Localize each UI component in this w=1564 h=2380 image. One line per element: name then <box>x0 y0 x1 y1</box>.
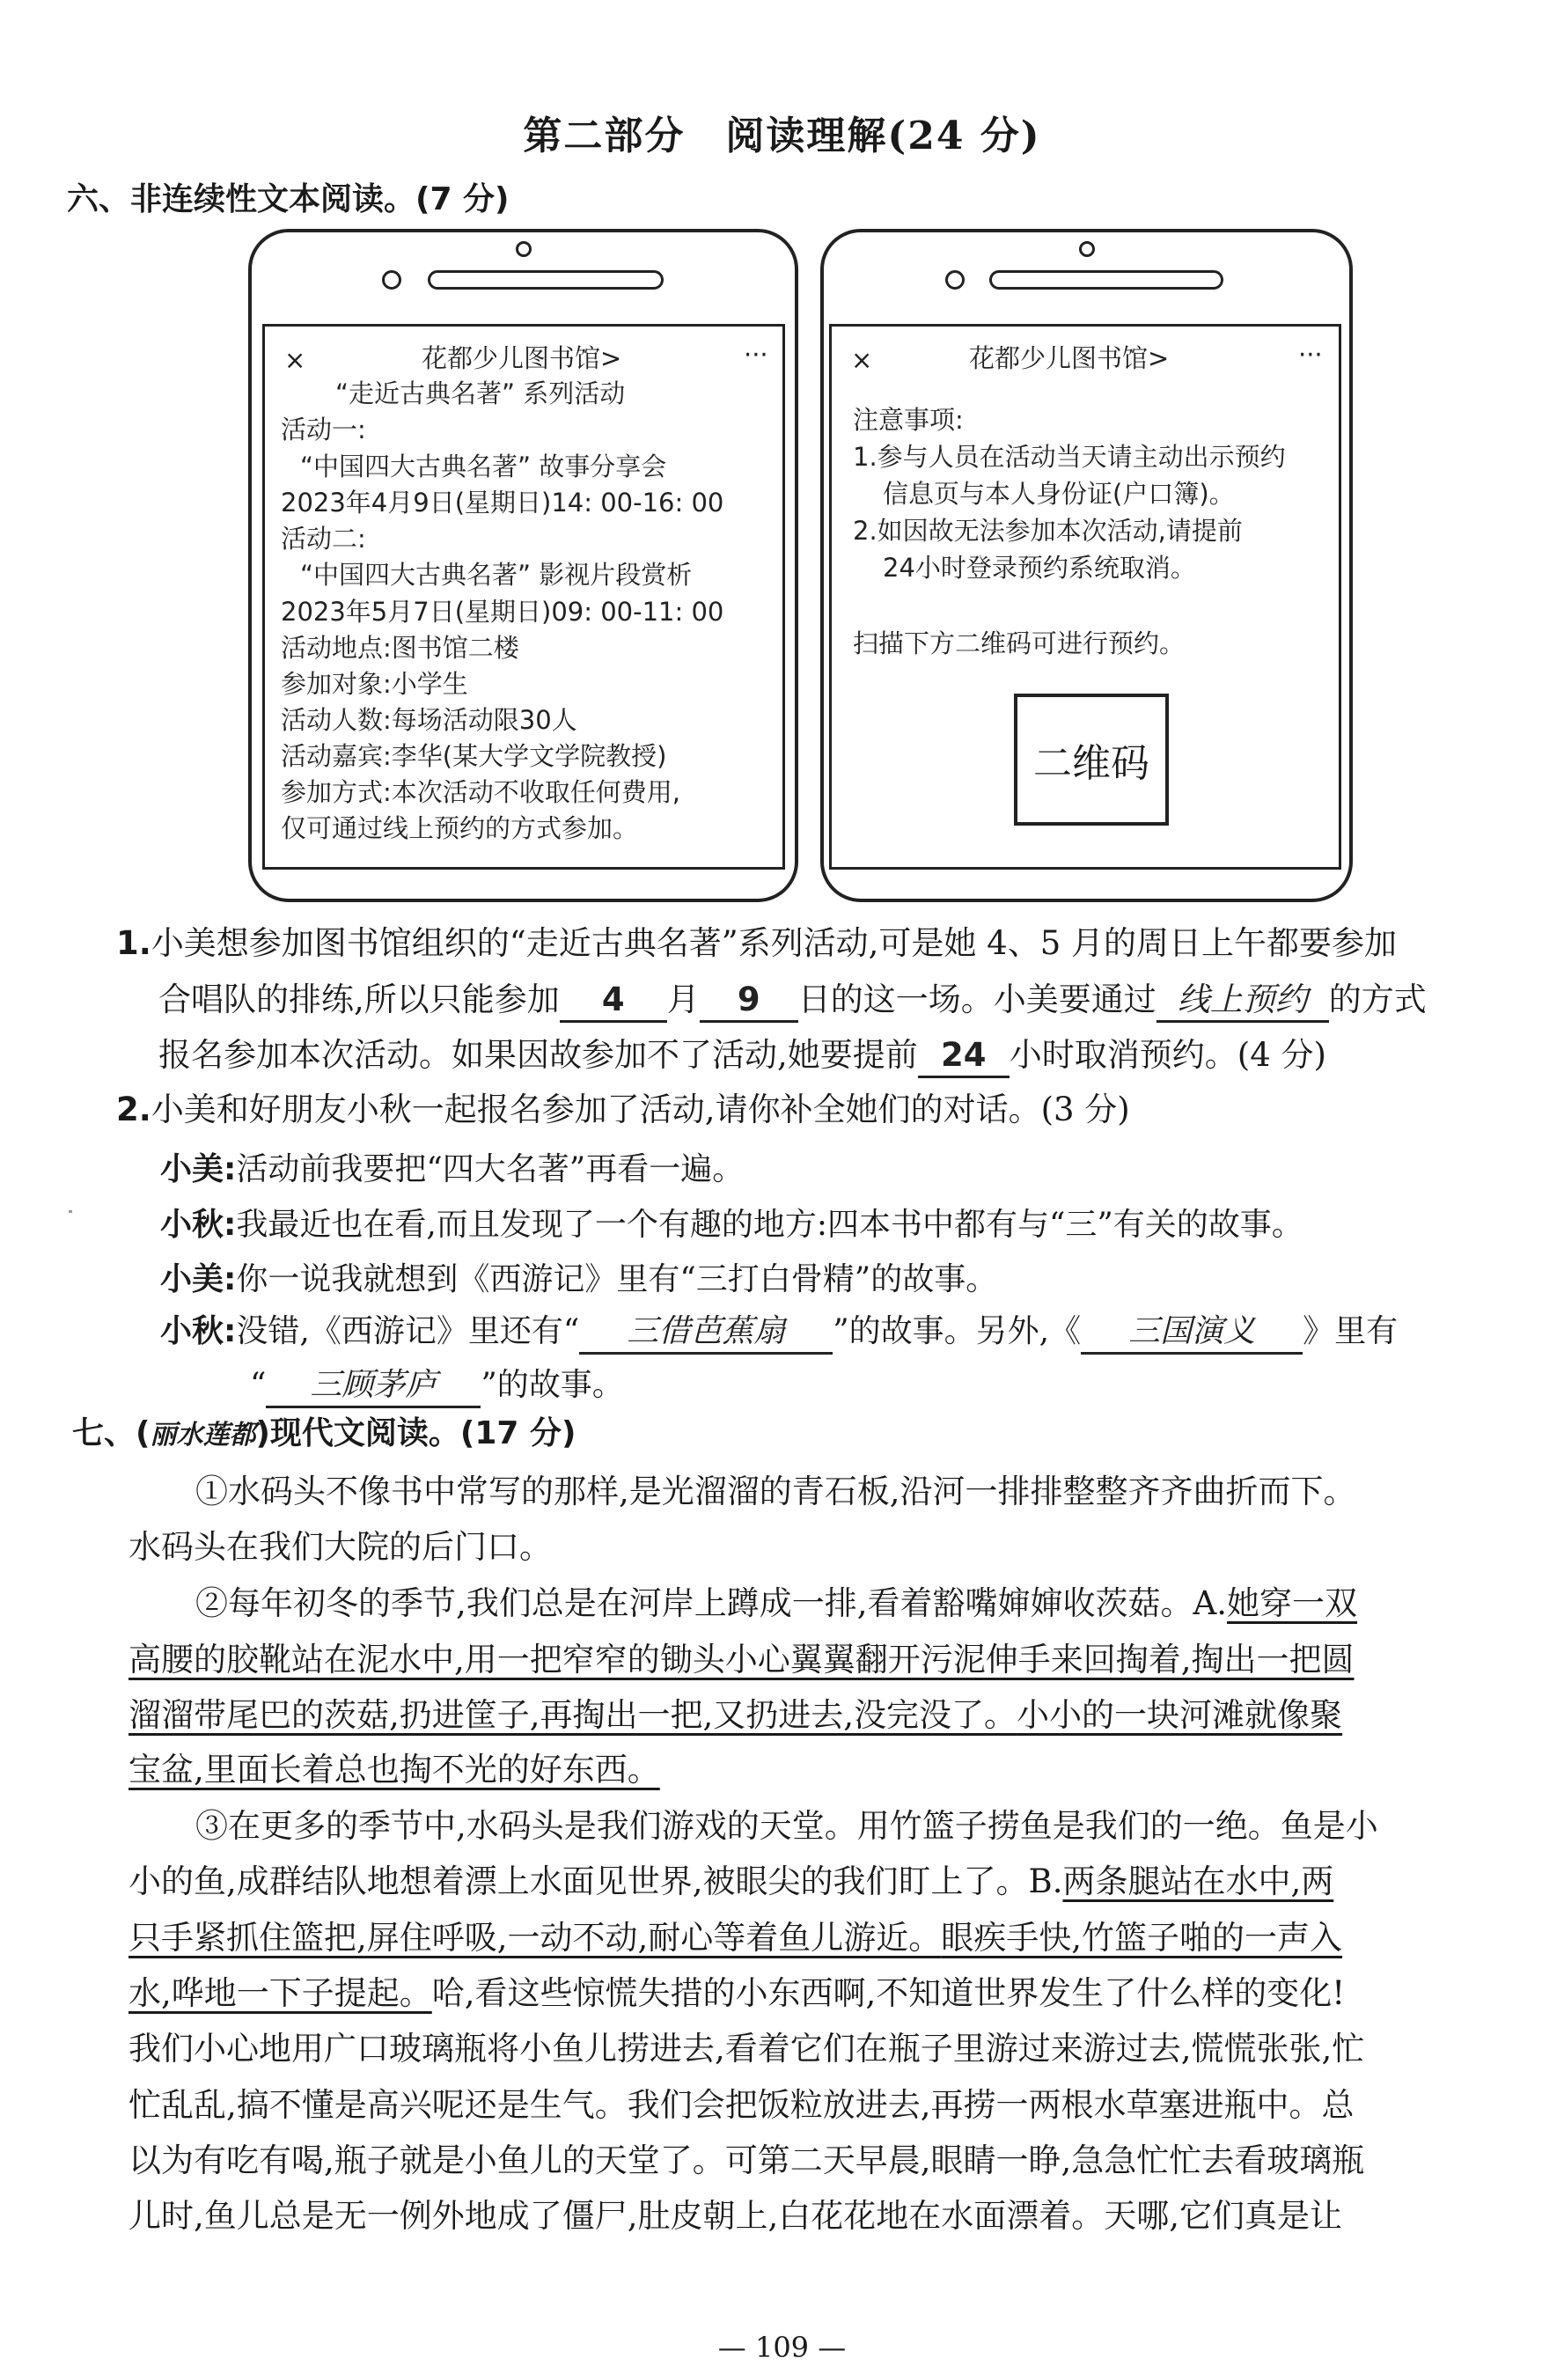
underlined-sentence: 眼疾手快,竹篮子啪的一声入 <box>941 1919 1343 1957</box>
answer-hours: 24 <box>918 1035 1010 1078</box>
underlined-sentence-b: 两条腿站在水中,两 <box>1062 1862 1334 1900</box>
passage-line: 我们小心地用广口玻璃瓶将小鱼儿捞进去,看着它们在瓶子里游过来游过去,慌慌张张,忙 <box>128 2030 1365 2068</box>
heading-text: 七、( <box>72 1415 151 1451</box>
heading-text: )现代文阅读。(17 分) <box>255 1415 576 1451</box>
passage-text: ②每年初冬的季节,我们总是在河岸上蹲成一排,看着豁嘴婶婶收茨菇。A. <box>195 1584 1228 1622</box>
phone1-line: 2023年5月7日(星期日)09: 00-11: 00 <box>281 597 724 627</box>
dialogue-text: 没错,《西游记》里还有“ <box>236 1313 580 1349</box>
question-text: 合唱队的排练,所以只能参加 <box>158 981 560 1018</box>
passage-line: ①水码头不像书中常写的那样,是光溜溜的青石板,沿河一排排整整齐齐曲折而下。 <box>195 1473 1356 1510</box>
underlined-sentence: 水,哗地一下子提起。 <box>128 1974 432 2012</box>
dialogue-text: 活动前我要把“四大名著”再看一遍。 <box>236 1151 745 1187</box>
speaker-label: 小美: <box>160 1151 237 1187</box>
phone1-line: 活动嘉宾:李华(某大学文学院教授) <box>281 741 667 771</box>
phone2-sensor-icon <box>945 270 965 290</box>
phone2-screen-title: 花都少儿图书馆> <box>969 343 1170 373</box>
more-icon: ··· <box>1298 340 1323 370</box>
passage-line <box>128 1689 1342 1742</box>
phone1-line: “走近古典名著” 系列活动 <box>335 378 626 408</box>
question-text: 小美和好朋友小秋一起报名参加了活动,请你补全她们的对话。(3 分) <box>151 1091 1130 1128</box>
question-2-line <box>116 1083 1130 1137</box>
phone1-line: 活动二: <box>281 524 366 554</box>
scan-mark <box>69 1210 72 1213</box>
phone1-screen <box>262 324 785 870</box>
phone2-line: 信息页与本人身份证(户口簿)。 <box>883 479 1235 509</box>
passage-text: 哈,看这些惊慌失措的小东西啊,不知道世界发生了什么样的变化! <box>431 1974 1346 2012</box>
answer-book: 三国演义 <box>1081 1311 1303 1355</box>
more-icon: ··· <box>744 340 768 370</box>
phone2-line: 2.如因故无法参加本次活动,请提前 <box>853 516 1243 546</box>
phone2-speaker-icon <box>989 270 1223 290</box>
phone2-line: 24小时登录预约系统取消。 <box>883 553 1196 583</box>
question-text: 小美想参加图书馆组织的“走近古典名著”系列活动,可是她 4、5 月的周日上午都要参加 <box>151 924 1398 962</box>
question-1-line-3 <box>158 1028 1326 1083</box>
speaker-label: 小秋: <box>160 1313 237 1349</box>
dialogue-text: ”的故事。另外,《 <box>833 1313 1082 1349</box>
answer-day: 9 <box>700 980 798 1023</box>
question-text: 日的这一场。小美要通过 <box>797 981 1156 1018</box>
dialogue-text: ”的故事。 <box>481 1367 624 1403</box>
phone1-line: 活动地点:图书馆二楼 <box>281 633 519 663</box>
passage-line: 忙乱乱,搞不懂是高兴呢还是生气。我们会把饭粒放进去,再捞一两根水草塞进瓶中。总 <box>128 2086 1355 2124</box>
speaker-label: 小秋: <box>160 1207 237 1243</box>
underlined-sentence-a: 溜溜带尾巴的茨菇,扔进筐子,再掏出一把,又扔进去,没完没了。 <box>128 1696 1017 1734</box>
phone1-line: 活动人数:每场活动限30人 <box>281 705 577 735</box>
phone2-line: 1.参与人员在活动当天请主动出示预约 <box>853 442 1286 472</box>
question-1-line-1 <box>116 916 1397 971</box>
passage-line <box>128 1967 1345 2020</box>
underlined-sentence-b: 只手紧抓住篮把,屏住呼吸,一动不动,耐心等着鱼儿游近。 <box>128 1919 942 1957</box>
phone2-line: 注意事项: <box>853 405 964 435</box>
dialogue-line <box>160 1144 744 1189</box>
passage-line: 水码头在我们大院的后门口。 <box>128 1528 552 1566</box>
passage-line <box>128 1912 1342 1965</box>
dialogue-text: 》里有 <box>1303 1313 1399 1349</box>
answer-way: 线上预约 <box>1156 980 1329 1023</box>
speaker-label: 小美: <box>160 1261 237 1297</box>
phone2-line: 扫描下方二维码可进行预约。 <box>853 628 1186 658</box>
dialogue-line <box>160 1200 1303 1245</box>
answer-story-2: 三顾茅庐 <box>266 1365 481 1408</box>
dialogue-line <box>250 1360 624 1408</box>
question-text: 小时取消预约。(4 分) <box>1009 1036 1326 1074</box>
passage-line <box>195 1577 1357 1630</box>
heading-source: 丽水莲都 <box>150 1420 256 1451</box>
phone1-line: “中国四大古典名著” 影视片段赏析 <box>300 560 693 590</box>
phone1-camera-icon <box>516 241 532 257</box>
phone1-sensor-icon <box>382 270 401 290</box>
page-number: — 109 — <box>717 2331 847 2364</box>
question-text: 报名参加本次活动。如果因故参加不了活动,她要提前 <box>158 1036 918 1074</box>
phone1-line: “中国四大古典名著” 故事分享会 <box>300 452 667 481</box>
underlined-sentence-a: 高腰的胶靴站在泥水中,用一把窄窄的锄头小心翼翼翻开污泥伸手来回掏着,掏出一把圆 <box>128 1641 1355 1678</box>
answer-month: 4 <box>560 980 667 1023</box>
phone1-line: 参加方式:本次活动不收取任何费用, <box>281 777 680 807</box>
passage-text: 小的鱼,成群结队地想着漂上水面见世界,被眼尖的我们盯上了。B. <box>128 1862 1063 1900</box>
phone2-camera-icon <box>1079 241 1095 257</box>
question-number: 1. <box>116 924 151 962</box>
underlined-sentence-a: 她穿一双 <box>1227 1584 1358 1622</box>
close-icon: × <box>284 345 306 375</box>
phone1-line: 活动一: <box>281 415 366 444</box>
question-text: 的方式 <box>1328 981 1427 1018</box>
phone1-line: 2023年4月9日(星期日)14: 00-16: 00 <box>281 488 724 518</box>
passage-line: ③在更多的季节中,水码头是我们游戏的天堂。用竹篮子捞鱼是我们的一绝。鱼是小 <box>195 1807 1378 1845</box>
question-1-line-2 <box>158 973 1427 1027</box>
passage-line: 儿时,鱼儿总是无一例外地成了僵尸,肚皮朝上,白花花地在水面漂着。天哪,它们真是让 <box>128 2197 1343 2235</box>
dialogue-line <box>160 1254 997 1299</box>
dialogue-text: “ <box>250 1367 267 1403</box>
question-number: 2. <box>116 1091 151 1128</box>
passage-line: 以为有吃有喝,瓶子就是小鱼儿的天堂了。可第二天早晨,眼睛一睁,急急忙忙去看玻璃瓶 <box>128 2141 1365 2179</box>
phone1-line: 仅可通过线上预约的方式参加。 <box>281 813 639 843</box>
section7-heading <box>72 1408 576 1453</box>
answer-story-1: 三借芭蕉扇 <box>579 1311 833 1355</box>
close-icon: × <box>851 345 873 375</box>
underlined-sentence: 宝盆,里面长着总也掏不光的好东西。 <box>128 1751 660 1789</box>
phone1-screen-title: 花都少儿图书馆> <box>422 343 622 373</box>
question-text: 月 <box>666 981 700 1018</box>
underlined-sentence-b: 小小的一块河滩就像聚 <box>1017 1696 1343 1734</box>
section6-heading: 六、非连续性文本阅读。(7 分) <box>67 181 510 217</box>
dialogue-text: 我最近也在看,而且发现了一个有趣的地方:四本书中都有与“三”有关的故事。 <box>236 1207 1303 1243</box>
passage-line <box>128 1855 1333 1908</box>
dialogue-line <box>160 1306 1398 1355</box>
phone1-line: 参加对象:小学生 <box>281 669 468 699</box>
qr-code-placeholder: 二维码 <box>1014 694 1169 826</box>
phone1-speaker-icon <box>428 270 664 290</box>
dialogue-text: 你一说我就想到《西游记》里有“三打白骨精”的故事。 <box>236 1261 998 1297</box>
part-title: 第二部分 阅读理解(24 分) <box>523 114 1041 158</box>
